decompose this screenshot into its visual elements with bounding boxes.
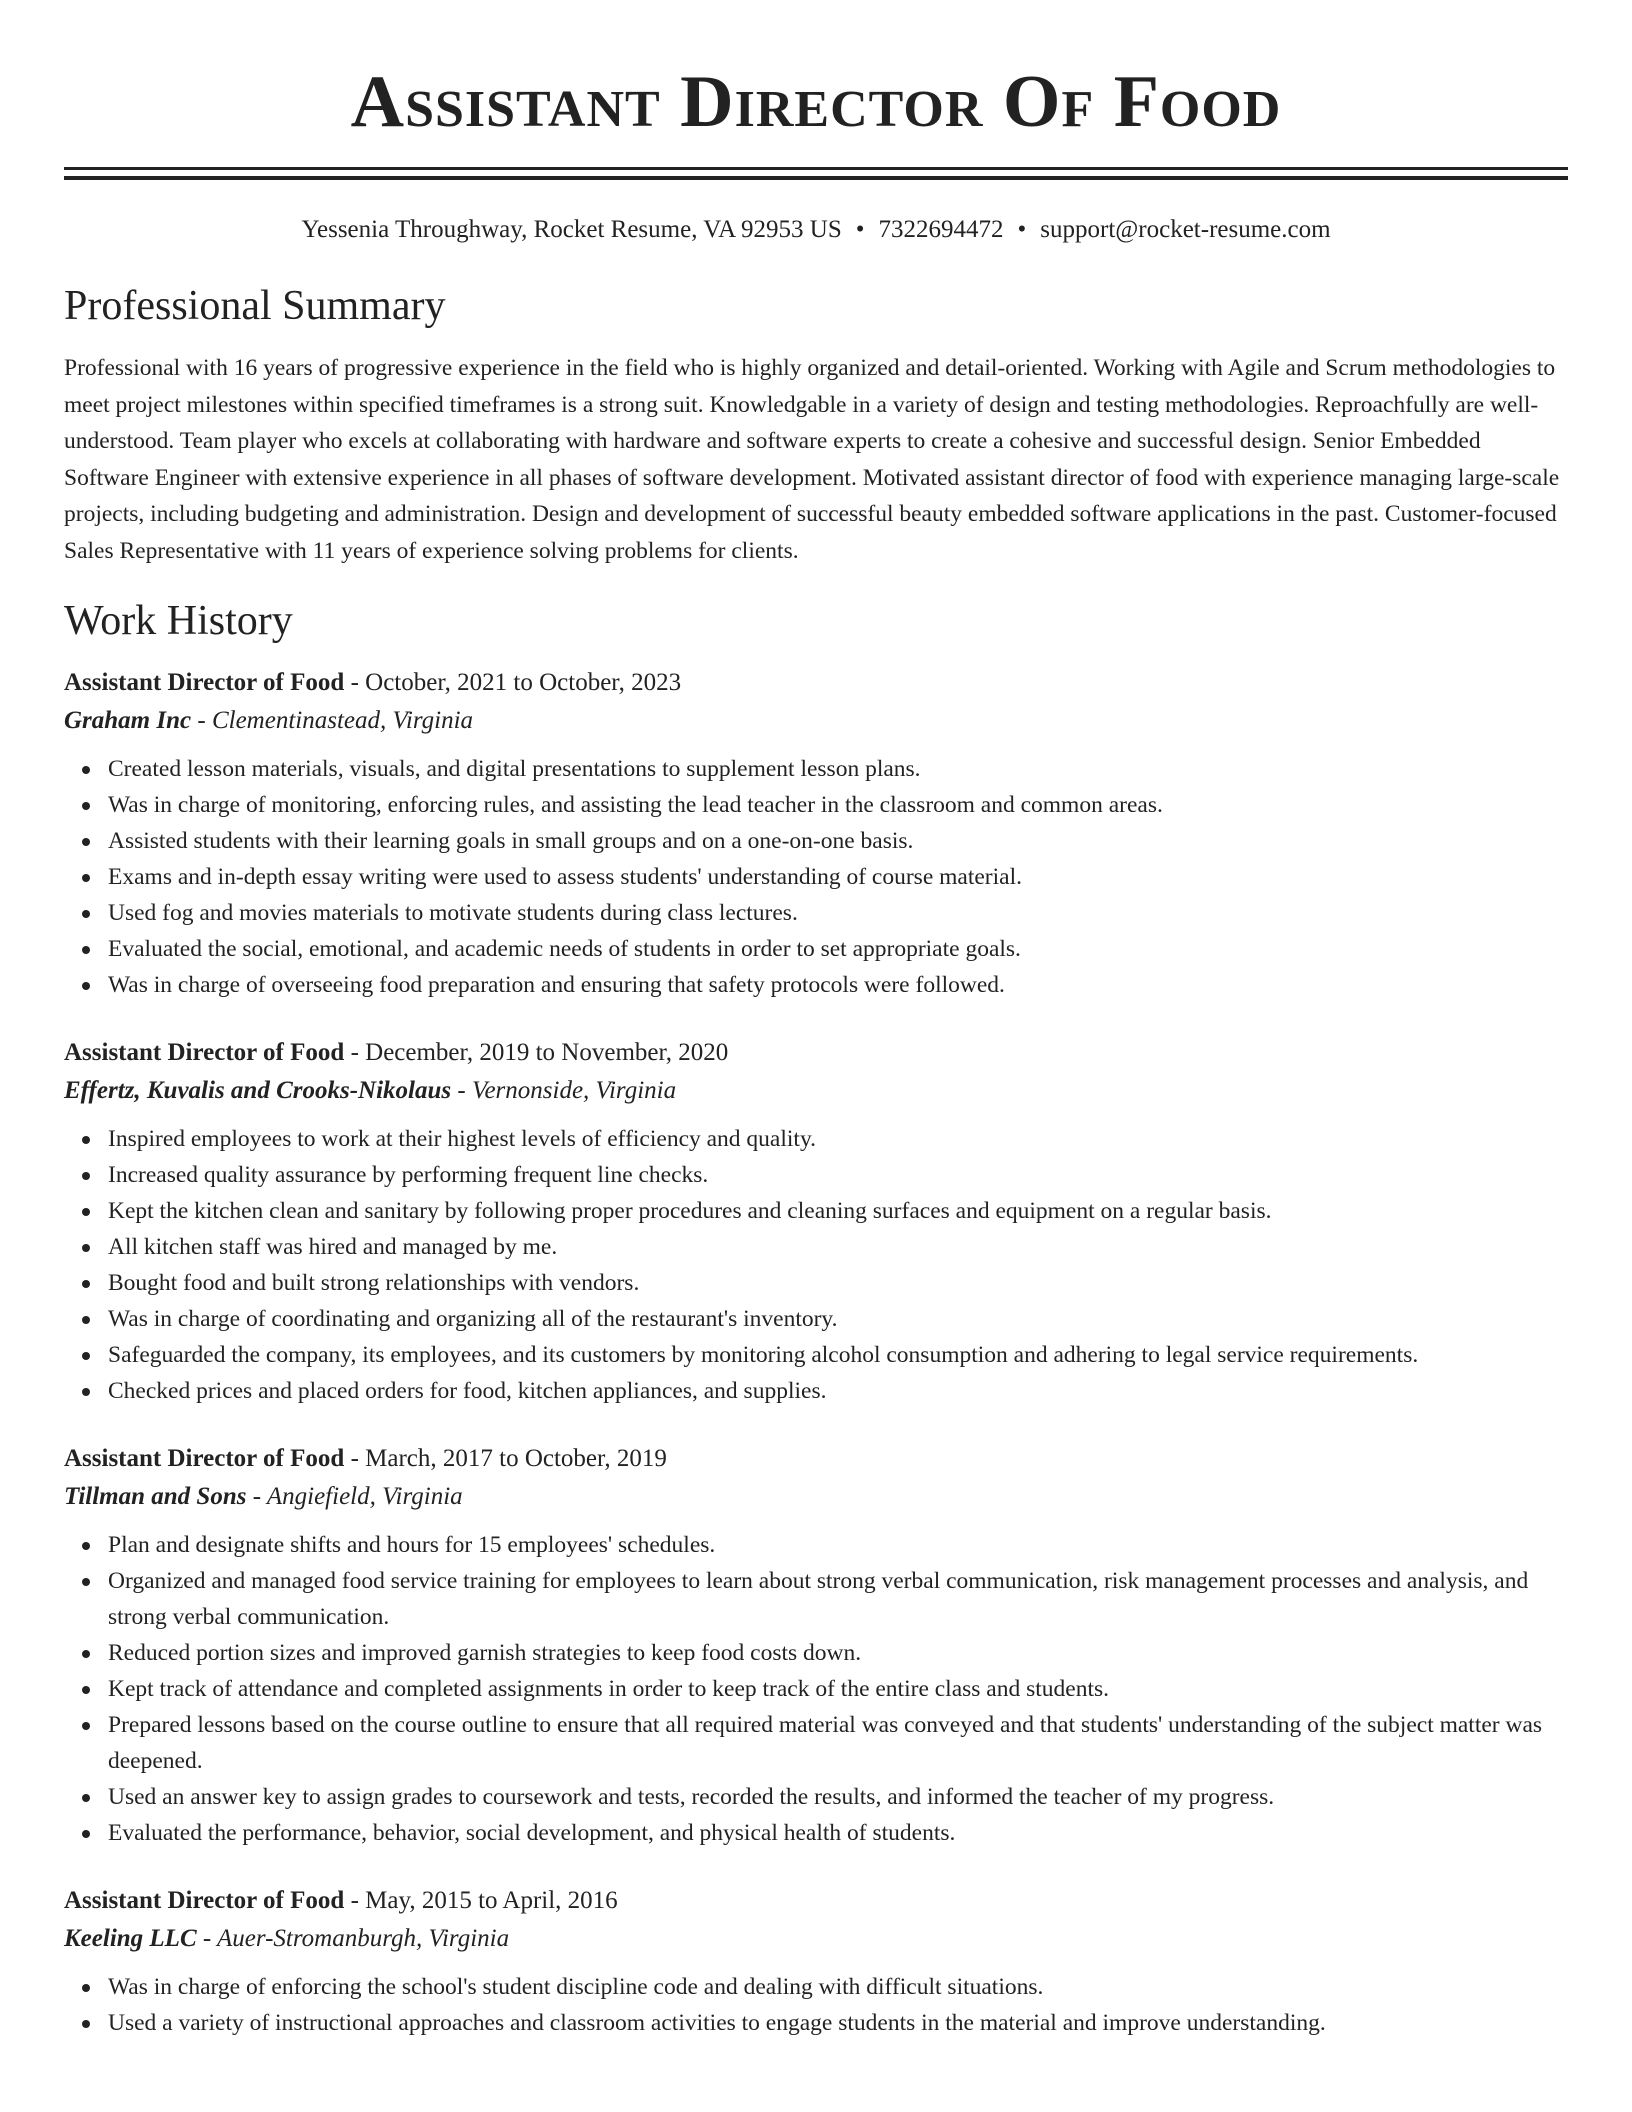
job-header (64, 1035, 1568, 1071)
job-duty: Inspired employees to work at their highest levels of efficiency and quality. (108, 1121, 1568, 1157)
job-title: Assistant Director of Food (64, 1445, 345, 1472)
job-duty: Was in charge of overseeing food preparation and ensuring that safety protocols were followed. (108, 967, 1568, 1003)
job-header (64, 665, 1568, 701)
job-dates: March, 2017 to October, 2019 (365, 1445, 667, 1472)
job-dates: May, 2015 to April, 2016 (365, 1887, 618, 1914)
job-entry (64, 665, 1568, 1003)
job-company-line (64, 1477, 1568, 1517)
job-company: Graham Inc (64, 707, 192, 734)
job-location: Vernonside, Virginia (471, 1077, 677, 1104)
job-duty: Was in charge of monitoring, enforcing rules, and assisting the lead teacher in the classroom and common areas. (108, 787, 1568, 823)
job-location: Angiefield, Virginia (266, 1483, 463, 1510)
contact-line (64, 214, 1568, 246)
job-dates: October, 2021 to October, 2023 (365, 669, 682, 696)
job-entry (64, 1883, 1568, 2041)
job-company-line (64, 1071, 1568, 1111)
job-duty: Used fog and movies materials to motivate students during class lectures. (108, 895, 1568, 931)
job-duty: Assisted students with their learning goals in small groups and on a one-on-one basis. (108, 823, 1568, 859)
job-location: Clementinastead, Virginia (211, 707, 474, 734)
job-entry (64, 1441, 1568, 1851)
job-duty: Used an answer key to assign grades to coursework and tests, recorded the results, and informed the teacher of my progress. (108, 1779, 1568, 1815)
job-title: Assistant Director of Food (64, 1039, 345, 1066)
summary-text: Professional with 16 years of progressive experience in the field who is highly organized and detail-oriented. Working with Agile and Scrum methodologies to meet project milestones within specified timeframes is a strong suit. Knowledgable in a variety of design and testing methodologies. Reproachfully are well-understood. Team player who excels at collaborating with hardware and software experts to create a cohesive and successful design. Senior Embedded Software Engineer with extensive experience in all phases of software development. Motivated assistant director of food with experience managing large-scale projects, including budgeting and administration. Design and development of successful beauty embedded software applications in the past. Customer-focused Sales Representative with 11 years of experience solving problems for clients. (64, 355, 1560, 564)
work-history-heading: Work History (64, 598, 293, 644)
job-dash: - (451, 1077, 472, 1104)
title-rule-top (64, 167, 1568, 170)
job-header (64, 1883, 1568, 1919)
job-duty: Bought food and built strong relationships with vendors. (108, 1265, 1568, 1301)
job-duty: Prepared lessons based on the course outline to ensure that all required material was conveyed and that students' understanding of the subject matter was deepened. (108, 1707, 1568, 1779)
job-dash: - (344, 1887, 366, 1914)
job-duty: Safeguarded the company, its employees, and its customers by monitoring alcohol consumption and adhering to legal service requirements. (108, 1337, 1568, 1373)
job-duty: Checked prices and placed orders for food, kitchen appliances, and supplies. (108, 1373, 1568, 1409)
job-dash: - (196, 1925, 218, 1952)
job-duty: Kept track of attendance and completed assignments in order to keep track of the entire class and students. (108, 1671, 1568, 1707)
job-duties (64, 1121, 1568, 1409)
contact-email: support@rocket-resume.com (1040, 216, 1331, 243)
job-title: Assistant Director of Food (64, 1887, 345, 1914)
job-dash: - (344, 669, 366, 696)
job-dash: - (344, 1039, 366, 1066)
job-duties (64, 1969, 1568, 2041)
job-dash: - (246, 1483, 267, 1510)
job-duty: Plan and designate shifts and hours for 15 employees' schedules. (108, 1527, 1568, 1563)
job-duty: Used a variety of instructional approaches and classroom activities to engage students in the material and improve understanding. (108, 2005, 1568, 2041)
job-company: Tillman and Sons (64, 1483, 247, 1510)
job-duty: Created lesson materials, visuals, and digital presentations to supplement lesson plans. (108, 751, 1568, 787)
job-duty: All kitchen staff was hired and managed by me. (108, 1229, 1568, 1265)
job-title: Assistant Director of Food (64, 669, 345, 696)
job-duties (64, 1527, 1568, 1851)
job-header (64, 1441, 1568, 1477)
contact-separator: • (855, 216, 865, 243)
summary-heading: Professional Summary (64, 283, 446, 329)
job-dash: - (191, 707, 212, 734)
resume-title: Assistant Director Of Food (350, 61, 1282, 143)
contact-separator: • (1017, 216, 1027, 243)
contact-phone: 7322694472 (878, 216, 1004, 243)
resume-page (64, 0, 1568, 2041)
job-duty: Evaluated the performance, behavior, social development, and physical health of students. (108, 1815, 1568, 1851)
job-duty: Exams and in-depth essay writing were used to assess students' understanding of course material. (108, 859, 1568, 895)
job-company: Keeling LLC (64, 1925, 197, 1952)
job-dash: - (344, 1445, 366, 1472)
job-location: Auer-Stromanburgh, Virginia (217, 1925, 510, 1952)
job-duty: Kept the kitchen clean and sanitary by following proper procedures and cleaning surfaces and equipment on a regular basis. (108, 1193, 1568, 1229)
job-company-line (64, 1919, 1568, 1959)
contact-address: Yessenia Throughway, Rocket Resume, VA 92953 US (301, 216, 842, 243)
job-duty: Evaluated the social, emotional, and academic needs of students in order to set appropriate goals. (108, 931, 1568, 967)
job-dates: December, 2019 to November, 2020 (365, 1039, 729, 1066)
job-duty: Reduced portion sizes and improved garnish strategies to keep food costs down. (108, 1635, 1568, 1671)
job-duty: Increased quality assurance by performing frequent line checks. (108, 1157, 1568, 1193)
job-duty: Was in charge of enforcing the school's student discipline code and dealing with difficult situations. (108, 1969, 1568, 2005)
job-duty: Was in charge of coordinating and organizing all of the restaurant's inventory. (108, 1301, 1568, 1337)
job-list (64, 665, 1568, 2041)
job-duties (64, 751, 1568, 1003)
title-rule-bottom (64, 176, 1568, 180)
job-company-line (64, 701, 1568, 741)
job-duty: Organized and managed food service training for employees to learn about strong verbal communication, risk management processes and analysis, and strong verbal communication. (108, 1563, 1568, 1635)
job-entry (64, 1035, 1568, 1409)
job-company: Effertz, Kuvalis and Crooks-Nikolaus (64, 1077, 452, 1104)
